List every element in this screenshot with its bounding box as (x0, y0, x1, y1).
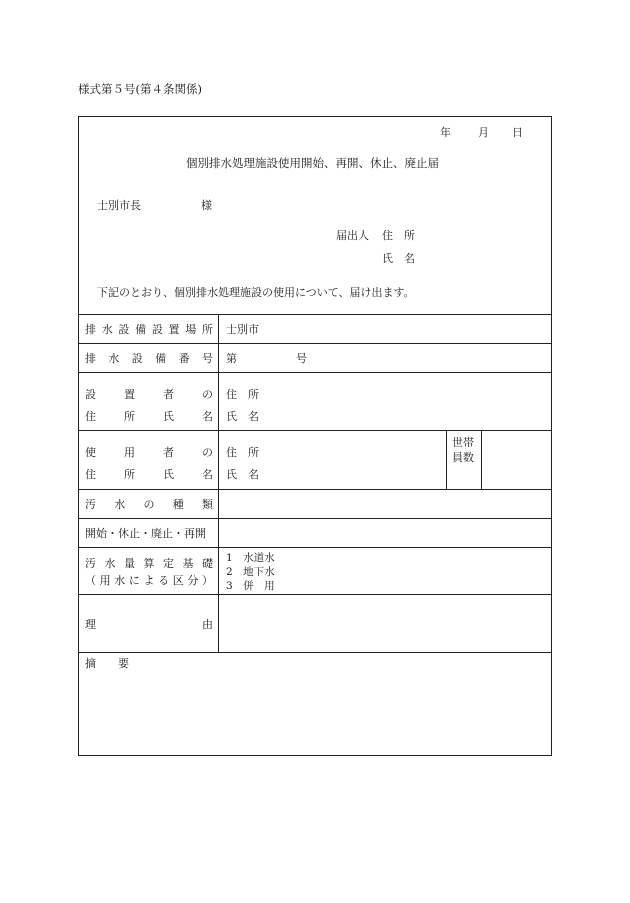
label-char: 理 (85, 618, 96, 631)
row-divider (78, 652, 552, 653)
label-char: 水 (114, 498, 126, 511)
label-char: に (128, 574, 140, 587)
label-char: の (202, 388, 213, 401)
label-char: 氏 (163, 468, 174, 481)
statement-text: 下記のとおり、個別排水処理施設の使用について、届け出ます。 (97, 286, 415, 299)
label-char: よ (143, 574, 155, 587)
label-char: 者 (163, 446, 174, 459)
label-char: 水 (104, 557, 116, 570)
label-char: 備 (135, 323, 147, 336)
label-char: 者 (163, 388, 174, 401)
basis-label-line1-text (85, 555, 213, 571)
row-divider (78, 489, 552, 490)
label-char: 名 (202, 410, 213, 423)
location-label (85, 321, 213, 337)
installer-address-label: 住 所 (226, 388, 259, 401)
number-prefix: 第 (226, 352, 237, 365)
label-char: 所 (124, 468, 135, 481)
label-char: 区 (172, 574, 184, 587)
label-char: 排 (85, 323, 96, 336)
label-char: 号 (201, 352, 213, 365)
label-char: 種 (172, 498, 184, 511)
basis-option-2: 2 地下水 (226, 566, 275, 578)
label-char: る (158, 574, 170, 587)
basis-option-3: 3 併 用 (226, 580, 275, 592)
label-char: 用 (99, 574, 111, 587)
number-label-text (85, 350, 213, 366)
label-char: 置 (168, 323, 180, 336)
row-divider (78, 343, 552, 344)
reason-label (85, 616, 213, 632)
basis-label-line2 (85, 572, 213, 588)
installer-label-line2 (85, 408, 213, 424)
label-char: 汚 (85, 498, 96, 511)
label-char: 汚 (85, 557, 96, 570)
form-title: 個別排水処理施設使用開始、再開、休止、廃止届 (186, 156, 439, 170)
row-divider (78, 518, 552, 519)
location-value: 士別市 (226, 323, 259, 336)
column-divider (218, 314, 219, 652)
location-label-text (85, 321, 213, 337)
sewage-type-label (85, 496, 213, 512)
row-divider (78, 314, 552, 315)
date-day-label: 日 (512, 126, 523, 139)
label-char: 使 (85, 446, 96, 459)
summary-label: 摘 要 (85, 657, 129, 670)
label-char: 量 (124, 557, 135, 570)
label-char: 算 (143, 557, 155, 570)
user-label-line1 (85, 444, 213, 460)
status-label: 開始・休止・廃止・再開 (85, 527, 206, 540)
label-char: 基 (182, 557, 194, 570)
label-char: 所 (201, 323, 213, 336)
applicant-name-label: 氏 名 (382, 252, 415, 265)
label-char: 由 (202, 618, 213, 631)
household-divider-right (481, 430, 482, 489)
label-char: 礎 (202, 557, 213, 570)
user-label-line2-text (85, 466, 213, 482)
label-char: 氏 (163, 410, 174, 423)
applicant-label: 届出人 (336, 229, 369, 242)
user-label-line2 (85, 466, 213, 482)
addressee-name: 士別市長 (97, 199, 141, 212)
addressee-honorific: 様 (201, 199, 212, 212)
label-char: ） (202, 574, 213, 587)
label-char: 水 (101, 323, 113, 336)
label-char: 置 (124, 388, 135, 401)
label-char: 設 (131, 352, 143, 365)
row-divider (78, 372, 552, 373)
label-char: 定 (163, 557, 174, 570)
number-label (85, 350, 213, 366)
user-name-label: 氏 名 (226, 468, 259, 481)
label-char: 排 (85, 352, 96, 365)
label-char: 類 (202, 498, 213, 511)
installer-name-label: 氏 名 (226, 410, 259, 423)
installer-label-line1-text (85, 386, 213, 402)
label-char: 設 (118, 323, 130, 336)
household-label-line1: 世帯 (452, 436, 474, 449)
date-year-label: 年 (440, 126, 451, 139)
date-month-label: 月 (478, 126, 489, 139)
basis-label-line1 (85, 555, 213, 571)
basis-label-line2-text (85, 572, 213, 588)
label-char: 場 (185, 323, 197, 336)
row-divider (78, 547, 552, 548)
label-char: 分 (187, 574, 199, 587)
form-number: 様式第５号(第４条関係) (78, 82, 202, 96)
user-label-line1-text (85, 444, 213, 460)
household-label-line2: 員数 (452, 451, 474, 464)
number-suffix: 号 (296, 352, 307, 365)
installer-label-line2-text (85, 408, 213, 424)
sewage-type-label-text (85, 496, 213, 512)
label-char: （ (85, 574, 96, 587)
label-char: の (143, 498, 155, 511)
label-char: 用 (124, 446, 135, 459)
installer-label-line1 (85, 386, 213, 402)
label-char: 水 (114, 574, 126, 587)
basis-option-1: 1 水道水 (226, 552, 275, 564)
user-address-label: 住 所 (226, 446, 259, 459)
label-char: 水 (108, 352, 120, 365)
label-char: 備 (155, 352, 167, 365)
household-divider-left (446, 430, 447, 489)
label-char: 住 (85, 410, 96, 423)
label-char: 番 (178, 352, 190, 365)
label-char: の (202, 446, 213, 459)
label-char: 所 (124, 410, 135, 423)
applicant-address-label: 住 所 (382, 229, 415, 242)
label-char: 住 (85, 468, 96, 481)
label-char: 設 (85, 388, 96, 401)
label-char: 名 (202, 468, 213, 481)
reason-label-text (85, 616, 213, 632)
label-char: 設 (151, 323, 163, 336)
row-divider (78, 594, 552, 595)
